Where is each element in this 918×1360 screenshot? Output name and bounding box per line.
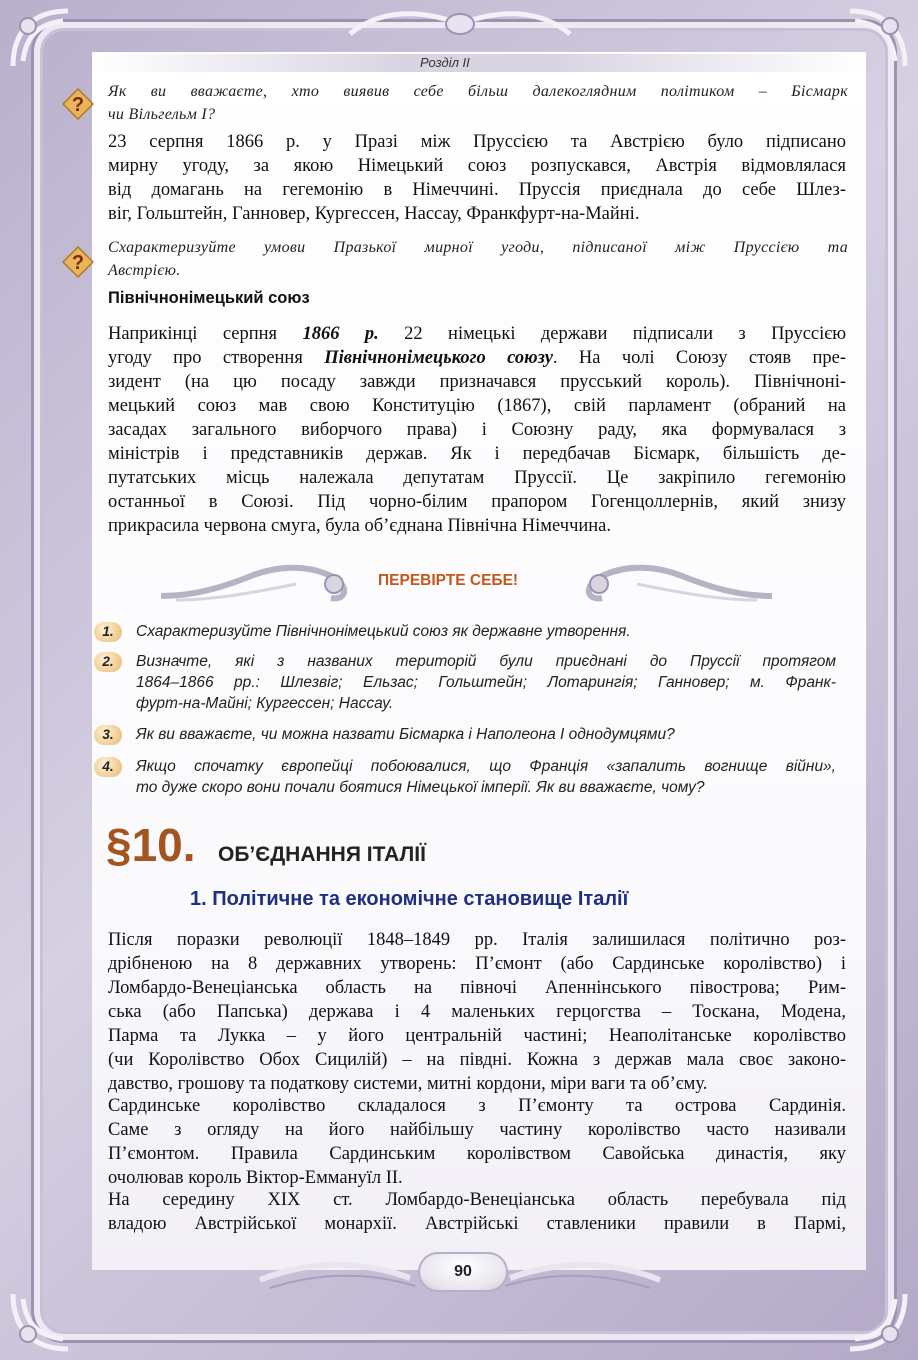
text-line: владою Австрійської монархії. Австрійські ставленики правили в Пармі, bbox=[108, 1214, 846, 1234]
text-run: . На чолі Союзу стояв пре- bbox=[552, 348, 846, 368]
check-item-4 bbox=[136, 756, 836, 798]
flourish-ornament-icon bbox=[572, 556, 777, 608]
paragraph-lombardy-venetia bbox=[108, 1188, 846, 1236]
text-line: Ломбардо-Венеціанська область на півночі Апеннінського півострова; Рим- bbox=[108, 978, 846, 998]
text-line: давство, грошову та податкову системи, митні кордони, міри ваги та об’єму. bbox=[108, 1074, 708, 1094]
check-item-line: Визначте, які з названих територій були приєднані до Пруссії протягом bbox=[136, 653, 836, 670]
check-item-line: то дуже скоро вони почали боятися Німецької імперії. Як ви вважаєте, чому? bbox=[136, 779, 705, 796]
top-crest-ornament-icon bbox=[340, 4, 580, 44]
flourish-ornament-icon bbox=[156, 556, 361, 608]
text-line: Сардинське королівство складалося з П’ємонту та острова Сардинія. bbox=[108, 1096, 846, 1116]
text-line: мирну угоду, за якою Німецький союз розпускався, Австрія відмовлялася bbox=[108, 156, 846, 176]
header-bar bbox=[92, 54, 866, 72]
text-line: від домагань на гегемонію в Німеччині. Пруссія приєднала до себе Шлез- bbox=[108, 180, 846, 200]
text-line: засадах загального виборчого права) і Союзну раду, яка формувалася з bbox=[108, 420, 846, 440]
check-yourself-title: ПЕРЕВІРТЕ СЕБЕ! bbox=[378, 572, 519, 589]
emphasis-term: Північнонімецького союзу bbox=[324, 348, 553, 368]
text-line: Парма та Лукка – у його центральній частині; Неаполітанське королівство bbox=[108, 1026, 846, 1046]
subsection-title: 1. Політичне та економічне становище Італії bbox=[190, 888, 629, 910]
paragraph-north-german-union bbox=[108, 322, 846, 538]
check-item-line: Якщо спочатку європейці побоювалися, що Франція «запалить вогнище війни», bbox=[136, 758, 836, 775]
text-line bbox=[108, 346, 846, 370]
question-2-line: Австрією. bbox=[108, 262, 181, 279]
question-2 bbox=[108, 236, 848, 282]
svg-text:?: ? bbox=[71, 94, 85, 116]
check-item-1 bbox=[136, 621, 836, 642]
text-line: останньої в Союзі. Під чорно-білим прапором Гогенцоллернів, який знизу bbox=[108, 492, 846, 512]
question-mark-icon bbox=[62, 88, 94, 120]
text-line: віг, Гольштейн, Ганновер, Кургессен, Нассау, Франкфурт-на-Майні. bbox=[108, 204, 640, 224]
text-line: зидент (на цю посаду завжди призначався прусський король). Північноні- bbox=[108, 372, 846, 392]
text-line: На середину XIX ст. Ломбардо-Венеціанська область перебувала під bbox=[108, 1190, 846, 1210]
corner-ornament-icon bbox=[8, 1284, 78, 1354]
check-item-line: 1864–1866 рр.: Шлезвіг; Ельзас; Гольштейн; Лотарингія; Ганновер; м. Франк- bbox=[136, 674, 836, 691]
item-number-badge: 2. bbox=[94, 652, 122, 672]
corner-ornament-icon bbox=[840, 1284, 910, 1354]
text-line: 23 серпня 1866 р. у Празі між Пруссією та Австрією було підписано bbox=[108, 132, 846, 152]
emphasis-date: 1866 р. bbox=[302, 324, 379, 344]
text-line: мецький союз мав свою Конституцію (1867), свій парламент (обраний на bbox=[108, 396, 846, 416]
text-run: 22 німецькі держави підписали з Пруссією bbox=[378, 324, 847, 344]
text-line: дрібненою на 8 державних утворень: П’ємонт (або Сардинське королівство) і bbox=[108, 954, 846, 974]
paragraph-prague-treaty bbox=[108, 130, 846, 226]
page-number-badge bbox=[418, 1252, 508, 1292]
question-2-line: Схарактеризуйте умови Празької мирної угоди, підписаної між Пруссією та bbox=[108, 239, 848, 256]
text-run: угоду про створення bbox=[108, 348, 325, 368]
check-item-line: фурт-на-Майні; Кургессен; Нассау. bbox=[136, 695, 394, 712]
paragraph-number: §10. bbox=[106, 819, 196, 871]
question-1 bbox=[108, 80, 848, 126]
text-line: Саме з огляду на його найбільшу частину королівство часто називали bbox=[108, 1120, 846, 1140]
corner-ornament-icon bbox=[8, 6, 78, 76]
text-line: (чи Королівство Обох Сицилій) – на півдні. Кожна з держав мала своє законо- bbox=[108, 1050, 846, 1070]
check-item-line: Схарактеризуйте Північнонімецький союз як державне утворення. bbox=[136, 623, 631, 640]
check-item-3 bbox=[136, 724, 836, 745]
text-run: Наприкінці серпня bbox=[108, 324, 303, 344]
item-number-badge: 1. bbox=[94, 622, 122, 642]
question-mark-icon bbox=[62, 246, 94, 278]
text-line: ська (або Папська) держава і 4 маленьких герцогства – Тоскана, Модена, bbox=[108, 1002, 846, 1022]
text-line: прикрасила червона смуга, була об’єднана Північна Німеччина. bbox=[108, 516, 612, 536]
text-line: путатських місць належала депутатам Пруссії. Це закріпило гегемонію bbox=[108, 468, 846, 488]
section-label: Розділ II bbox=[420, 55, 470, 70]
question-1-line: Як ви вважаєте, хто виявив себе більш далекоглядним політиком – Бісмарк bbox=[108, 83, 848, 100]
text-line: міністрів і представників держав. Як і передбачав Бісмарк, більшість де- bbox=[108, 444, 846, 464]
check-item-line: Як ви вважаєте, чи можна назвати Бісмарка і Наполеона I однодумцями? bbox=[136, 726, 675, 743]
check-item-2 bbox=[136, 651, 836, 714]
text-line bbox=[108, 322, 846, 346]
paragraph-title: ОБ’ЄДНАННЯ ІТАЛІЇ bbox=[218, 843, 426, 866]
text-line: Після поразки революції 1848–1849 рр. Італія залишилася політично роз- bbox=[108, 930, 846, 950]
svg-text:?: ? bbox=[71, 252, 85, 274]
subheading: Північнонімецький союз bbox=[108, 289, 310, 307]
item-number-badge: 3. bbox=[94, 725, 122, 745]
item-number-badge: 4. bbox=[94, 757, 122, 777]
text-line: очолював король Віктор-Еммануїл II. bbox=[108, 1168, 403, 1188]
question-1-line: чи Вільгельм I? bbox=[108, 106, 216, 123]
page-number: 90 bbox=[418, 1252, 508, 1292]
paragraph-sardinian-kingdom bbox=[108, 1094, 846, 1190]
paragraph-italy-fragmentation bbox=[108, 928, 846, 1096]
text-line: П’ємонтом. Правила Сардинським королівством Савойська династія, яку bbox=[108, 1144, 846, 1164]
